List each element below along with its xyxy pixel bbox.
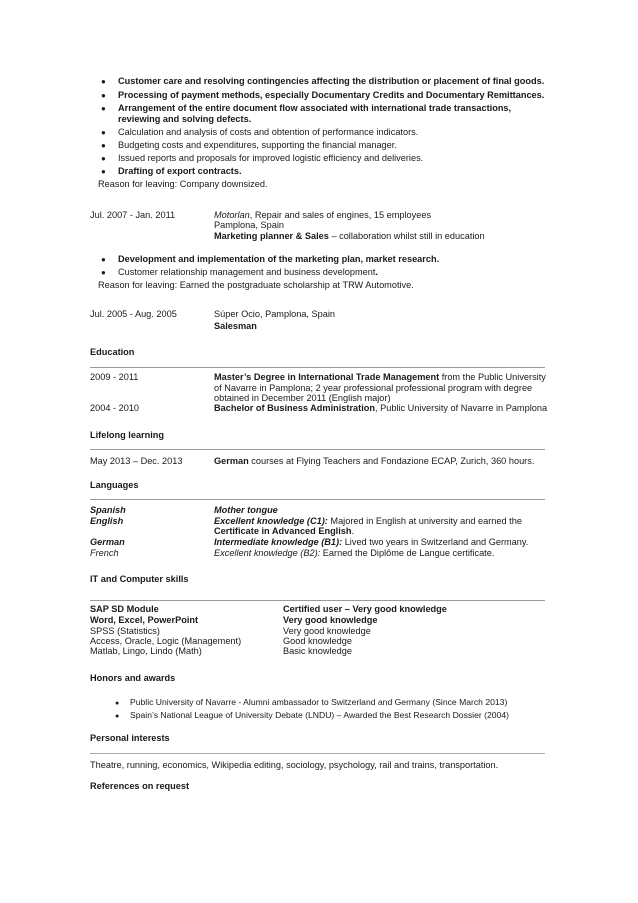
job1-bullet-4: Calculation and analysis of costs and obtention of performance indicators.: [118, 127, 419, 137]
it-skill-2: Word, Excel, PowerPoint: [90, 615, 199, 625]
edu1-degree: Master’s Degree in International Trade Management: [214, 372, 440, 382]
bullet-icon: ●: [101, 255, 106, 264]
lang-german-level: Intermediate knowledge (B1):: [214, 537, 343, 547]
job2-bullet-2-tail: .: [375, 267, 378, 277]
job2-role-rest: – collaboration whilst still in education: [328, 231, 485, 241]
job1-bullet-2: Processing of payment methods, especially Documentary Credits and Documentary Remittances.: [118, 90, 545, 100]
job1-bullet-1: Customer care and resolving contingencies affecting the distribution or placement of final goods.: [118, 76, 545, 86]
lang-german-rest: Lived two years in Switzerland and Germany.: [342, 537, 529, 547]
bullet-icon: ●: [115, 713, 120, 720]
bullet-icon: ●: [101, 141, 106, 150]
section-divider: [90, 600, 545, 601]
it-level-4: Good knowledge: [283, 636, 352, 646]
it-skill-1: SAP SD Module: [90, 604, 159, 614]
languages-heading: Languages: [90, 480, 139, 490]
bullet-icon: ●: [101, 128, 106, 137]
section-divider: [90, 367, 545, 368]
job2-company: Motorlan: [214, 210, 250, 220]
interests-text: Theatre, running, economics, Wikipedia editing, sociology, psychology, rail and trains, transportation.: [90, 760, 499, 770]
lang-english-line2: [214, 526, 354, 537]
job2-bullet-1: Development and implementation of the marketing plan, market research.: [118, 254, 440, 264]
it-level-3: Very good knowledge: [283, 626, 371, 636]
lang-english-cert-tail: .: [351, 526, 355, 536]
job3-role: Salesman: [214, 321, 257, 331]
job2-reason: Reason for leaving: Earned the postgraduate scholarship at TRW Automotive.: [98, 280, 414, 290]
job2-bullet-2-line: [118, 267, 378, 278]
section-divider: [90, 499, 545, 500]
job2-company-rest: , Repair and sales of engines, 15 employees: [249, 210, 432, 220]
it-heading: IT and Computer skills: [90, 574, 189, 584]
lifelong-heading: Lifelong learning: [90, 430, 165, 440]
lang-german: German: [90, 537, 125, 547]
references-note: References on request: [90, 781, 190, 791]
bullet-icon: ●: [115, 700, 120, 707]
job1-bullet-6: Issued reports and proposals for improved logistic efficiency and deliveries.: [118, 153, 424, 163]
edu2-degree: Bachelor of Business Administration: [214, 403, 375, 413]
it-level-1: Certified user – Very good knowledge: [283, 604, 447, 614]
job2-bullet-2: Customer relationship management and business development: [118, 267, 376, 277]
bullet-icon: ●: [101, 77, 106, 86]
it-skill-5: Matlab, Lingo, Lindo (Math): [90, 646, 202, 656]
job1-bullet-3: Arrangement of the entire document flow associated with international trade transactions,: [118, 103, 512, 113]
job3-company: Súper Ocio, Pamplona, Spain: [214, 309, 336, 319]
lang-english-level: Excellent knowledge (C1):: [214, 516, 328, 526]
edu1-line3: obtained in December 2011 (English major): [214, 393, 391, 403]
it-skill-4: Access, Oracle, Logic (Management): [90, 636, 242, 646]
lang-english: English: [90, 516, 124, 526]
edu2-dates: 2004 - 2010: [90, 403, 140, 413]
honor-2: Spain’s National League of University Debate (LNDU) – Awarded the Best Research Dossier (2004): [130, 710, 509, 720]
lang-french-line: [214, 548, 494, 559]
honors-heading: Honors and awards: [90, 673, 176, 683]
edu2-line1: [214, 403, 547, 414]
bullet-icon: ●: [101, 154, 106, 163]
lang-french-rest: Earned the Diplôme de Langue certificate.: [320, 548, 495, 558]
bullet-icon: ●: [101, 268, 106, 277]
bullet-icon: ●: [101, 104, 106, 113]
lang-spanish: Spanish: [90, 505, 126, 515]
job2-role-line: [214, 231, 485, 242]
lifelong-course: German: [214, 456, 249, 466]
education-heading: Education: [90, 347, 135, 357]
edu1-rest: from the Public University: [439, 372, 546, 382]
job2-dates: Jul. 2007 - Jan. 2011: [90, 210, 176, 220]
edu2-rest: , Public University of Navarre in Pamplona: [374, 403, 548, 413]
interests-heading: Personal interests: [90, 733, 170, 743]
lang-french: French: [90, 548, 119, 558]
lang-english-cert: Certificate in Advanced English: [214, 526, 352, 536]
edu1-line2: of Navarre in Pamplona; 2 year professional professional program with degree: [214, 383, 533, 393]
lang-english-rest: Majored in English at university and earned the: [327, 516, 522, 526]
it-level-2: Very good knowledge: [283, 615, 378, 625]
bullet-icon: ●: [101, 167, 106, 176]
job1-reason: Reason for leaving: Company downsized.: [98, 179, 268, 189]
lifelong-course-line: [214, 456, 534, 467]
job2-role: Marketing planner & Sales: [214, 231, 329, 241]
job2-location: Pamplona, Spain: [214, 220, 284, 230]
it-level-5: Basic knowledge: [283, 646, 352, 656]
lang-spanish-level: Mother tongue: [214, 505, 278, 515]
section-divider: [90, 753, 545, 754]
lifelong-rest: courses at Flying Teachers and Fondazione ECAP, Zurich, 360 hours.: [248, 456, 535, 466]
job3-dates: Jul. 2005 - Aug. 2005: [90, 309, 177, 319]
lang-french-level: Excellent knowledge (B2):: [214, 548, 321, 558]
honor-1: Public University of Navarre - Alumni ambassador to Switzerland and Germany (Since March 2013): [130, 697, 508, 707]
bullet-icon: ●: [101, 91, 106, 100]
it-skill-3: SPSS (Statistics): [90, 626, 160, 636]
section-divider: [90, 449, 545, 450]
job1-bullet-5: Budgeting costs and expenditures, supporting the financial manager.: [118, 140, 397, 150]
lang-german-line: [214, 537, 528, 548]
edu1-line1: [214, 372, 546, 383]
lifelong-dates: May 2013 – Dec. 2013: [90, 456, 183, 466]
job1-bullet-3-cont: reviewing and solving defects.: [118, 114, 252, 124]
edu1-dates: 2009 - 2011: [90, 372, 139, 382]
job1-bullet-7: Drafting of export contracts.: [118, 166, 242, 176]
